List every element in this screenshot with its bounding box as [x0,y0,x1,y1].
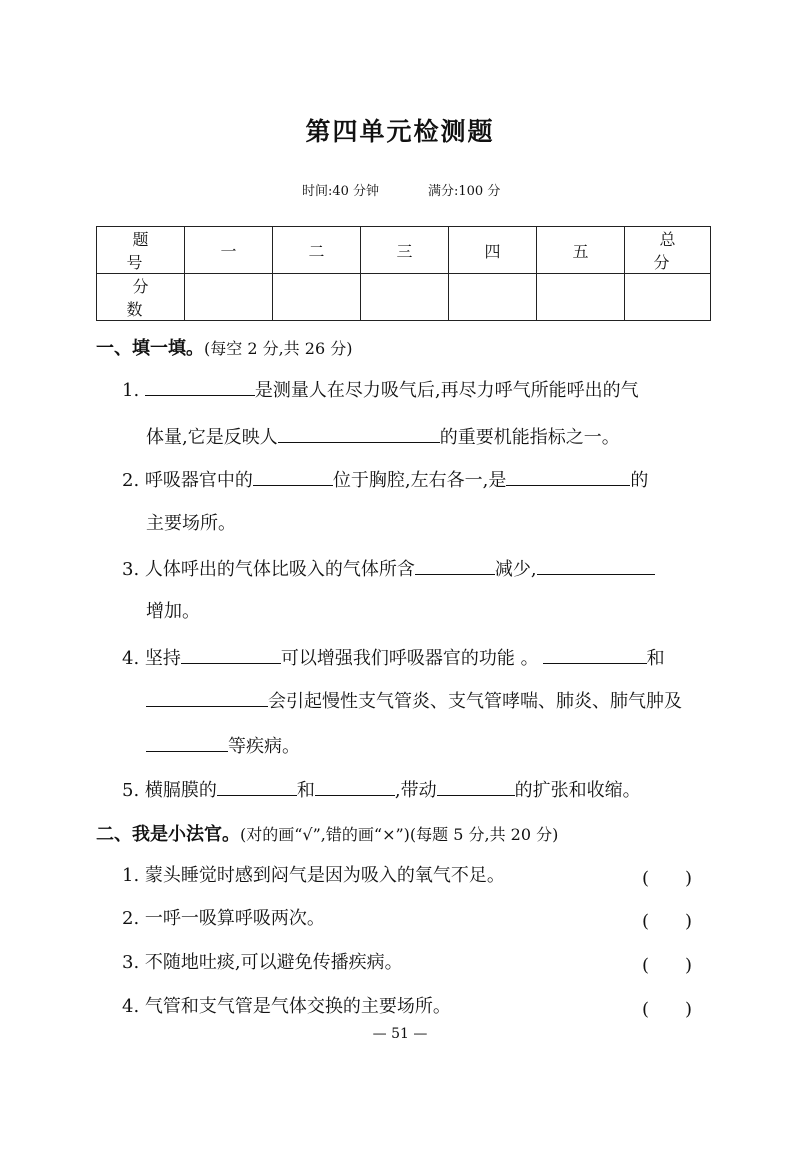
q4-blank-2[interactable] [543,645,647,664]
score-cell-4[interactable] [449,274,537,321]
score-cell-5[interactable] [537,274,625,321]
q2-blank-2[interactable] [506,467,630,486]
q1-text-b: 体量,它是反映人 [146,427,278,448]
section2-note-2: (每题 5 分,共 20 分) [409,825,559,844]
score-cell-3[interactable] [361,274,449,321]
q5-text-b: 和 [296,780,315,801]
q4-text-a: 坚持 [144,648,181,669]
q2-text-c: 的 [630,470,649,491]
q3-line1 [122,556,655,582]
q4-text-c: 和 [646,648,665,669]
page-title: 第四单元检测题 [305,117,495,146]
q4-blank-3[interactable] [146,688,268,707]
q5-number: 5. [122,780,140,801]
judge-answer-1[interactable]: ( ) [642,868,693,889]
q3-text-a: 人体呼出的气体比吸入的气体所含 [144,559,415,580]
q4-text-e: 等疾病。 [228,736,300,757]
q4-blank-4[interactable] [146,733,228,752]
section1-title: 一、填一填。 [96,338,204,359]
score-table-header-row [97,227,711,274]
q2-number: 2. [122,470,140,491]
full-score: 满分:100 分 [428,184,501,199]
judge-item-4: 4. 气管和支气管是气体交换的主要场所。 [122,996,451,1017]
judge-answer-3[interactable]: ( ) [642,955,693,976]
q3-text-c: 增加。 [146,601,200,622]
q1-number: 1. [122,380,140,401]
q5-blank-1[interactable] [217,777,297,796]
section2-heading [96,820,558,846]
q5-blank-2[interactable] [315,777,395,796]
q5-text-d: 的扩张和收缩。 [514,780,641,801]
header-total: 总 分 [625,227,711,274]
score-cell-total[interactable] [625,274,711,321]
header-part-2: 二 [273,227,361,274]
score-cell-1[interactable] [185,274,273,321]
q4-text-d: 会引起慢性支气管炎、支气管哮喘、肺炎、肺气肿及 [268,691,682,712]
q3-line2 [146,600,200,624]
q4-blank-1[interactable] [181,645,281,664]
q3-number: 3. [122,559,140,580]
q3-text-b: 减少, [494,559,537,580]
q2-text-d: 主要场所。 [146,513,236,534]
q2-blank-1[interactable] [253,467,333,486]
score-table-score-row [97,274,711,321]
judge-answer-4[interactable]: ( ) [642,999,693,1020]
judge-item-3: 3. 不随地吐痰,可以避免传播疾病。 [122,952,403,973]
q3-blank-2[interactable] [537,556,655,575]
judge-answer-2[interactable]: ( ) [642,911,693,932]
q1-text-a: 是测量人在尽力吸气后,再尽力呼气所能呼出的气 [254,380,639,401]
q3-blank-1[interactable] [415,556,495,575]
header-part-1: 一 [185,227,273,274]
q4-line3 [146,733,300,759]
section2-note-1: (对的画“√”,错的画“×”) [240,825,410,844]
q5-text-a: 横膈膜的 [144,780,217,801]
q1-text-c: 的重要机能指标之一。 [439,427,620,448]
header-part-4: 四 [449,227,537,274]
q2-text-b: 位于胸腔,左右各一,是 [332,470,507,491]
q5-line1 [122,777,641,803]
q4-text-b: 可以增强我们呼吸器官的功能 。 [280,648,539,669]
q1-line1 [122,377,639,403]
q2-line2 [146,512,236,536]
q4-line1 [122,645,665,671]
q1-blank-2[interactable] [278,424,440,443]
q2-text-a: 呼吸器官中的 [144,470,253,491]
header-question-no: 题 号 [97,227,185,274]
section1-heading [96,334,352,360]
judge-item-2: 2. 一呼一吸算呼吸两次。 [122,908,325,929]
q5-text-c: ,带动 [394,780,437,801]
judge-item-1: 1. 蒙头睡觉时感到闷气是因为吸入的氧气不足。 [122,865,505,886]
score-table [96,226,716,321]
page-number: — 51 — [372,1026,428,1042]
header-part-5: 五 [537,227,625,274]
row-score-label: 分 数 [97,274,185,321]
section2-title: 二、我是小法官。 [96,824,240,845]
q1-blank-1[interactable] [145,377,255,396]
q2-line1 [122,467,648,493]
header-part-3: 三 [361,227,449,274]
q1-line2 [146,424,620,450]
score-cell-2[interactable] [273,274,361,321]
section1-note: (每空 2 分,共 26 分) [204,339,353,358]
q4-number: 4. [122,648,140,669]
q5-blank-3[interactable] [437,777,515,796]
exam-time: 时间:40 分钟 [302,184,380,199]
q4-line2 [146,688,682,714]
